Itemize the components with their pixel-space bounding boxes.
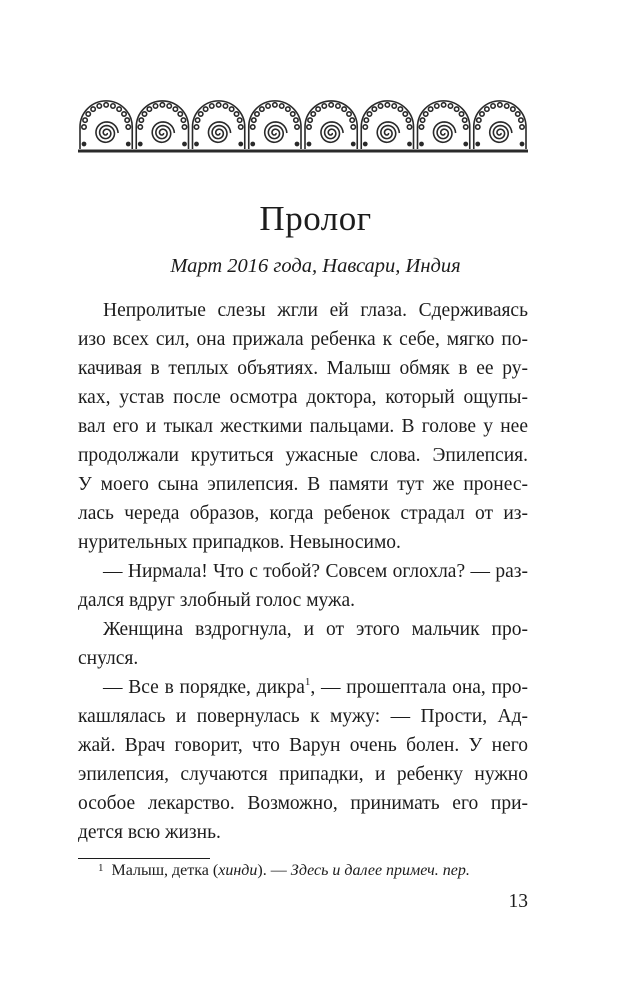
- ornament-scallop: [136, 101, 188, 149]
- footnote-text: Малыш, детка (: [111, 862, 219, 879]
- text-line: качивая в теплых объятиях. Малыш обмяк в ее ру-: [78, 358, 528, 379]
- text-line: дется всю жизнь.: [78, 822, 221, 843]
- text-line-with-note: [103, 673, 528, 702]
- footnote: [98, 860, 470, 883]
- decorative-ornament-border: [78, 94, 528, 154]
- footnote-mark: 1: [98, 862, 104, 874]
- ornament-scallop: [418, 101, 470, 149]
- text-line: снулся.: [78, 648, 139, 669]
- text-line: вал его и тыкал жесткими пальцами. В голове у нее: [78, 416, 528, 437]
- text-line: дался вдруг злобный голос мужа.: [78, 590, 356, 611]
- text-line: изо всех сил, она прижала ребенка к себе, мягко по-: [78, 329, 528, 350]
- text-line: эпилепсия, случаются припадки, и ребенку нужно: [78, 764, 528, 785]
- text-line: продолжали крутиться ужасные слова. Эпилепсия.: [78, 445, 528, 466]
- ornament-scallop: [249, 101, 301, 149]
- footnote-divider: [78, 858, 210, 859]
- text-line: жай. Врач говорит, что Варун очень болен. У него: [78, 735, 528, 756]
- text-line: У моего сына эпилепсия. В памяти тут же пронес-: [78, 474, 528, 495]
- text-line: лась череда образов, когда ребенок страдал от из-: [78, 503, 528, 524]
- ornament-scallop: [305, 101, 357, 149]
- text-fragment: — Все в порядке, дикра: [103, 677, 305, 698]
- ornament-scallop: [193, 101, 245, 149]
- text-line: — Нирмала! Что с тобой? Совсем оглохла? — раз-: [103, 561, 528, 582]
- chapter-title: Пролог: [259, 199, 372, 238]
- text-line: кашлялась и повернулась к мужу: — Прости, Ад-: [78, 706, 528, 727]
- text-line: Непролитые слезы жгли ей глаза. Сдерживаясь: [103, 300, 528, 321]
- text-line: ках, устав после осмотра доктора, который ощупы-: [78, 387, 528, 408]
- text-line: Женщина вздрогнула, и от этого мальчик про-: [103, 619, 528, 640]
- text-line: нурительных припадков. Невыносимо.: [78, 532, 401, 553]
- footnote-reference: 1: [304, 675, 311, 688]
- footnote-translator-note: Здесь и далее примеч. пер.: [290, 862, 470, 879]
- text-fragment: , — прошептала она, про-: [310, 677, 528, 698]
- text-line: особое лекарство. Возможно, принимать его при-: [78, 793, 528, 814]
- ornament-scallop: [361, 101, 413, 149]
- chapter-dateline: Март 2016 года, Навсари, Индия: [170, 255, 461, 277]
- ornament-scallop: [80, 101, 132, 149]
- footnote-text: ). —: [257, 862, 291, 879]
- ornament-scallop: [474, 101, 526, 149]
- footnote-language: хинди: [218, 862, 258, 879]
- page-number: 13: [508, 891, 528, 912]
